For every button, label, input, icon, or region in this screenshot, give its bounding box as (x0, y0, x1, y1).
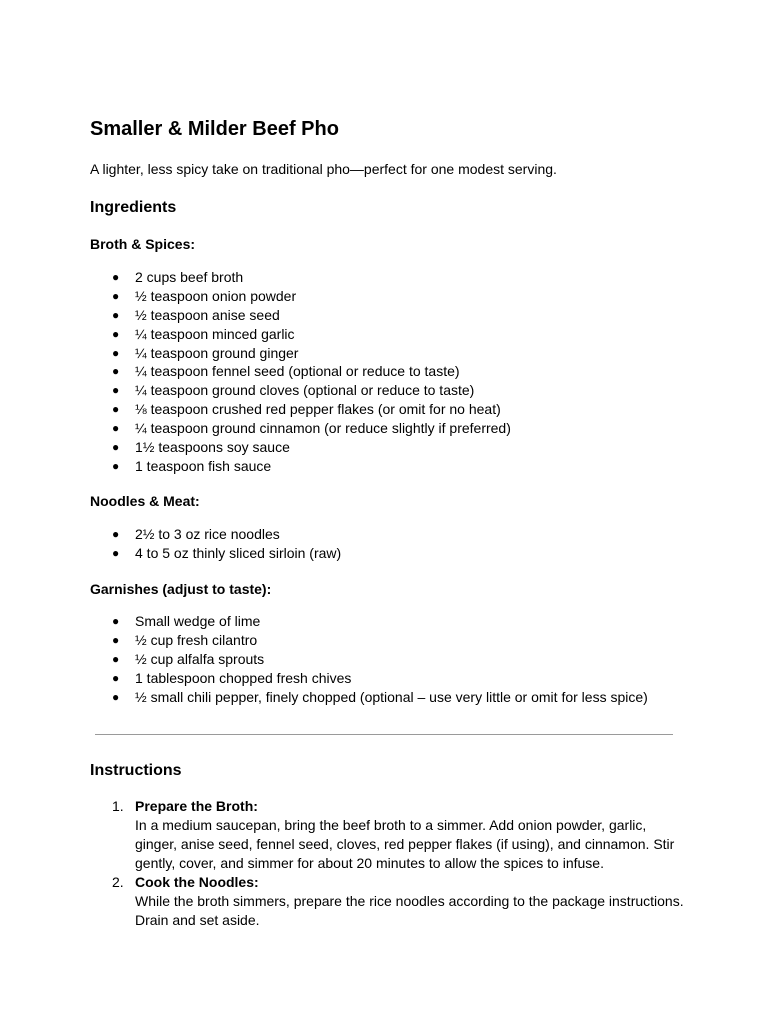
bullet-icon: ● (112, 421, 120, 436)
bullet-icon: ● (112, 689, 120, 704)
ingredient-text: 1 teaspoon fish sauce (135, 457, 272, 474)
instruction-step (90, 873, 690, 930)
instruction-step (90, 797, 690, 873)
list-item (90, 268, 511, 287)
bullet-icon: ● (112, 651, 120, 666)
list-item (90, 688, 648, 707)
step-title: Cook the Noodles: (135, 874, 259, 890)
instructions-heading: Instructions (90, 762, 182, 779)
bullet-icon: ● (112, 458, 120, 473)
bullet-icon: ● (112, 326, 120, 341)
ingredient-text: ½ teaspoon anise seed (135, 306, 280, 323)
bullet-icon: ● (112, 383, 120, 398)
ingredient-text: ¼ teaspoon minced garlic (135, 325, 295, 342)
list-item (90, 362, 511, 381)
bullet-icon: ● (112, 632, 120, 647)
list-item (90, 612, 648, 631)
ingredient-text: ½ small chili pepper, finely chopped (optional – use very little or omit for less spice) (135, 688, 648, 705)
noodles-ingredient-list (90, 525, 341, 563)
garnishes-ingredient-list (90, 612, 648, 706)
bullet-icon: ● (112, 402, 120, 417)
section-divider (95, 734, 673, 735)
list-item (90, 381, 511, 400)
list-item (90, 419, 511, 438)
bullet-icon: ● (112, 614, 120, 628)
recipe-intro: A lighter, less spicy take on traditional pho—perfect for one modest serving. (90, 161, 557, 177)
list-item (90, 457, 511, 476)
step-body: In a medium saucepan, bring the beef broth to a simmer. Add onion powder, garlic, ginger, anise seed, fennel seed, cloves, red pepper flakes (if using), and cinnamon. Stir gently, cover, and simmer for about 20 minutes to allow the spices to infuse. (135, 817, 675, 871)
ingredient-text: ½ cup fresh cilantro (135, 631, 258, 648)
step-title: Prepare the Broth: (135, 798, 258, 814)
ingredient-text: 2½ to 3 oz rice noodles (135, 526, 280, 542)
ingredient-text: ¼ teaspoon fennel seed (optional or reduce to taste) (135, 363, 460, 380)
bullet-icon: ● (112, 270, 120, 284)
recipe-title: Smaller & Milder Beef Pho (90, 118, 339, 140)
instruction-steps (90, 797, 690, 930)
noodles-subheading: Noodles & Meat: (90, 493, 200, 509)
broth-subheading: Broth & Spices: (90, 236, 196, 252)
ingredient-text: ¼ teaspoon ground cinnamon (or reduce slightly if preferred) (135, 420, 511, 437)
ingredient-text: 1 tablespoon chopped fresh chives (135, 669, 352, 686)
ingredient-text: 2 cups beef broth (135, 269, 244, 285)
ingredient-text: ¼ teaspoon ground ginger (135, 344, 299, 361)
list-item (90, 525, 341, 544)
ingredient-text: ⅛ teaspoon crushed red pepper flakes (or omit for no heat) (135, 401, 501, 418)
ingredient-text: ¼ teaspoon ground cloves (optional or reduce to taste) (135, 382, 475, 399)
bullet-icon: ● (112, 670, 120, 685)
bullet-icon: ● (112, 345, 120, 360)
ingredient-text: Small wedge of lime (135, 613, 261, 629)
list-item (90, 669, 648, 688)
step-number: 2. (112, 874, 124, 890)
bullet-icon: ● (112, 545, 120, 560)
list-item (90, 400, 511, 419)
list-item (90, 631, 648, 650)
list-item (90, 650, 648, 669)
ingredient-text: ½ cup alfalfa sprouts (135, 650, 265, 667)
list-item (90, 325, 511, 344)
list-item (90, 438, 511, 457)
garnishes-subheading: Garnishes (adjust to taste): (90, 581, 272, 597)
list-item (90, 544, 341, 563)
step-body: While the broth simmers, prepare the rice noodles according to the package instructions. Drain and set aside. (135, 893, 684, 928)
ingredient-text: 4 to 5 oz thinly sliced sirloin (raw) (135, 544, 342, 561)
broth-ingredient-list (90, 268, 511, 476)
ingredient-text: ½ teaspoon onion powder (135, 287, 297, 304)
bullet-icon: ● (112, 288, 120, 303)
bullet-icon: ● (112, 440, 120, 455)
list-item (90, 344, 511, 363)
bullet-icon: ● (112, 364, 120, 379)
ingredients-heading: Ingredients (90, 199, 177, 216)
step-number: 1. (112, 798, 124, 814)
ingredient-text: 1½ teaspoons soy sauce (135, 439, 290, 456)
bullet-icon: ● (112, 527, 120, 541)
bullet-icon: ● (112, 307, 120, 322)
list-item (90, 287, 511, 306)
list-item (90, 306, 511, 325)
